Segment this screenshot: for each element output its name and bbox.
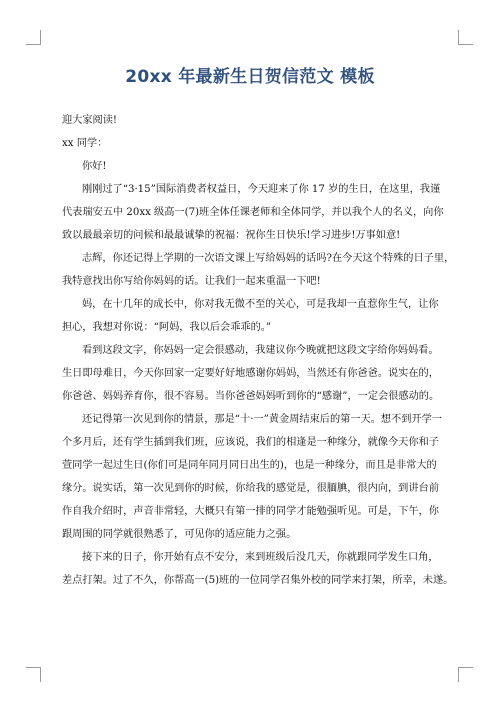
crop-mark-top-right: [458, 30, 473, 45]
crop-mark-bottom-left: [26, 667, 41, 682]
paragraph-line: 刚刚过了“3·15”国际消费者权益日，今天迎来了你 17 岁的生日，在这里，我谨: [82, 184, 441, 195]
paragraph-line: 我特意找出你写给你妈妈的话。让我们一起来重温一下吧!: [62, 276, 321, 287]
paragraph-line: 跟周围的同学就很熟悉了，可见你的适应能力之强。: [62, 529, 297, 540]
paragraph-line: 接下来的日子，你开始有点不安分，来到班级后没几天，你就跟同学发生口角，: [82, 552, 439, 563]
paragraph-line: 作自我介绍时，声音非常轻，大概只有第一排的同学才能勉强听见。可是，下午，你: [62, 506, 439, 517]
paragraph-line: 缘分。说实话，第一次见到你的时候，你给我的感觉是，很腼腆，很内向，到讲台前: [62, 483, 439, 494]
crop-mark-bottom-right: [458, 667, 473, 682]
paragraph-line: 妈，在十几年的成长中，你对我无微不至的关心，可是我却一直惹你生气，让你: [82, 299, 439, 310]
paragraph-line: 你爸爸、妈妈养育你，很不容易。当你爸爸妈妈听到你的“感谢”，一定会很感动的。: [62, 391, 440, 402]
document-body: [62, 109, 454, 592]
paragraph-line: 生日即母难日，今天你回家一定要好好地感谢你妈妈，当然还有你爸爸。说实在的，: [62, 368, 439, 379]
hello-line: 你好!: [82, 161, 107, 172]
paragraph-line: 代表瑞安五中 20xx 级高一(7)班全体任课老师和全体同学，并以我个人的名义，向你: [62, 207, 444, 218]
paragraph-line: 个多月后，还有学生插到我们班，应该说，我们的相逢是一种缘分，就像今天你和子: [62, 437, 439, 448]
paragraph-line: 致以最最亲切的问候和最最诚挚的祝福：祝你生日快乐!学习进步!万事如意!: [62, 230, 401, 241]
paragraph-line: 还记得第一次见到你的情景，那是“十·一”黄金周结束后的第一天。想不到开学一: [82, 414, 443, 425]
greeting-line: 迎大家阅读!: [62, 115, 118, 126]
paragraph-line: 差点打架。过了不久，你帮高一(5)班的一位同学召集外校的同学来打架，所幸，未遂。: [62, 575, 454, 586]
crop-mark-top-left: [26, 30, 41, 45]
paragraph-line: 看到这段文字，你妈妈一定会很感动，我建议你今晚就把这段文字给你妈妈看。: [82, 345, 439, 356]
paragraph-line: 志辉，你还记得上学期的一次语文课上写给妈妈的话吗?在今天这个特殊的日子里，: [82, 253, 454, 264]
salutation-line: xx 同学：: [62, 138, 108, 149]
document-title: 20xx 年最新生日贺信范文 模板: [125, 67, 375, 87]
paragraph-line: 萱同学一起过生日(你们可是同年同月同日出生的)，也是一种缘分，而且是非常大的: [62, 460, 437, 471]
paragraph-line: 担心，我想对你说：“阿妈，我以后会乖乖的。”: [62, 322, 272, 333]
